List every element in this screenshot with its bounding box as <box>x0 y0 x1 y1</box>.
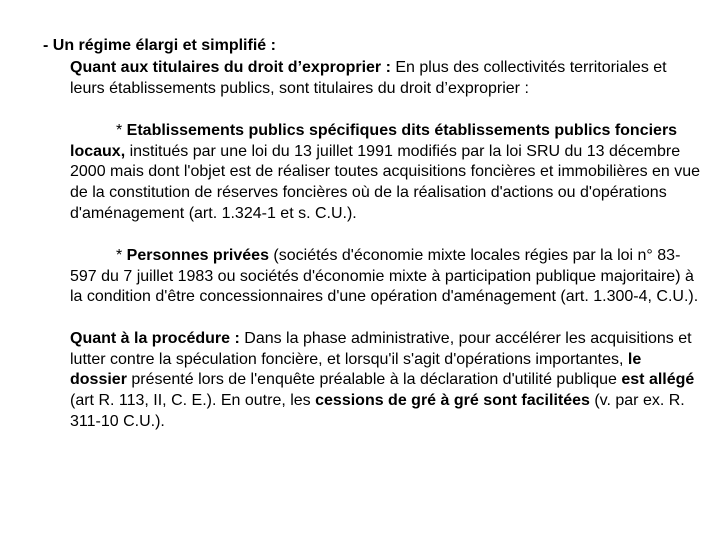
paragraph-public-establishments <box>70 121 702 225</box>
paragraph-text: présenté lors de l'enquête préalable à la déclaration d'utilité publique <box>126 371 622 389</box>
paragraph-bold-lead: Etablissements publics spécifiques dits établissements publics fonciers locaux, <box>70 122 678 160</box>
paragraph-bold-lead: Quant aux titulaires du droit d’exproprier : <box>70 59 391 76</box>
bullet-marker: * <box>116 247 127 264</box>
paragraph-expropriation-holders <box>70 58 702 99</box>
paragraph-bold-lead: Quant à la procédure : <box>70 330 240 347</box>
section-heading: - Un régime élargi et simplifié : <box>43 37 276 54</box>
bullet-marker: * <box>116 122 127 139</box>
paragraph-procedure <box>70 329 702 433</box>
paragraph-text: institués par une loi du 13 juillet 1991 modifiés par la loi SRU du 13 décembre 2000 mais dont l'objet est de réaliser toutes acquisitions foncières et immobilières en vue de la constitution de réserves foncières où de la réalisation d'actions ou d'opérations d'aménagement (art. 1.324-1 et s. C.U.). <box>70 142 701 222</box>
paragraph-text: (sociétés d'économie mixte locales régies par la loi n° 83-597 du 7 juillet 1983 ou sociétés d'économie mixte à participation publique majoritaire) à la condition d'être concessionnaires d'une opération d'aménagement (art. 1.300-4, C.U.). <box>70 247 699 306</box>
paragraph-bold-phrase: cessions de gré à gré sont facilitées <box>315 392 590 410</box>
paragraph-private-persons <box>70 246 702 308</box>
paragraph-bold-phrase: est allégé <box>621 371 695 389</box>
paragraph-text: (v. par ex. R. 311-10 C.U.). <box>70 392 685 430</box>
paragraph-text: (art R. 113, II, C. E.). En outre, les <box>70 392 316 410</box>
paragraph-text: Dans la phase administrative, pour accélérer les acquisitions et lutter contre la spéculation foncière, et lorsqu'il s'agit d'opérations importantes, <box>70 330 692 368</box>
paragraph-bold-lead: Personnes privées <box>126 247 269 264</box>
paragraph-text: En plus des collectivités territoriales et leurs établissements publics, sont titulaires du droit d’exproprier : <box>70 59 667 97</box>
paragraph-bold-phrase: le dossier <box>70 350 642 389</box>
